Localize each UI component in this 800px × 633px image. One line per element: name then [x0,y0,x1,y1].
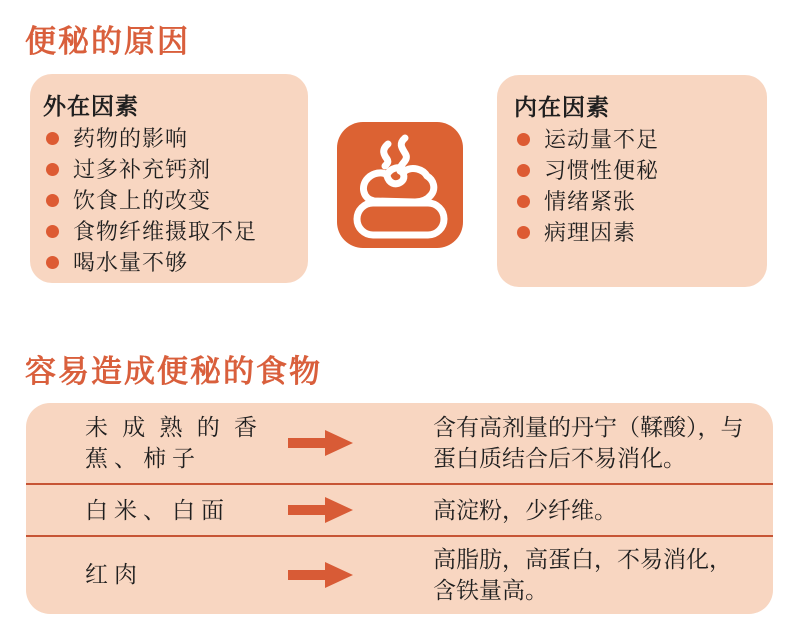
foods-section-title: 容易造成便秘的食物 [25,354,322,389]
bullet-dot-icon [46,132,59,145]
internal-factors-heading: 内在因素 [514,94,610,120]
external-factors-list [43,123,298,278]
internal-factors-panel [497,75,767,287]
poop-icon [337,122,463,248]
food-name: 白米、白面 [85,496,230,523]
list-item [43,216,298,247]
factor-label: 药物的影响 [73,126,189,151]
food-effect: 含有高剂量的丹宁（鞣酸），与蛋白质结合后不易消化。 [433,414,744,471]
arrow-right-icon [288,562,353,588]
causes-section-title: 便秘的原因 [25,24,190,59]
foods-table [26,403,773,614]
table-row [26,537,773,612]
list-item [514,155,757,186]
factor-label: 习惯性便秘 [544,158,660,183]
factor-label: 运动量不足 [544,127,660,152]
bullet-dot-icon [517,226,530,239]
external-factors-heading: 外在因素 [43,93,139,119]
food-name: 未成熟的香蕉、柿子 [85,414,263,471]
factor-label: 过多补充钙剂 [73,157,212,182]
food-effect: 高脂肪，高蛋白，不易消化，含铁量高。 [433,545,732,603]
list-item [43,185,298,216]
table-row [26,485,773,537]
bullet-dot-icon [517,133,530,146]
bullet-dot-icon [517,164,530,177]
arrow-right-icon [288,430,353,456]
list-item [43,123,298,154]
bullet-dot-icon [46,163,59,176]
list-item [514,186,757,217]
list-item [514,124,757,155]
list-item [43,247,298,278]
internal-factors-list [514,124,757,248]
bullet-dot-icon [46,225,59,238]
factor-label: 病理因素 [544,220,637,245]
bullet-dot-icon [46,194,59,207]
factor-label: 喝水量不够 [73,250,189,275]
arrow-right-icon [288,497,353,523]
factor-label: 食物纤维摄取不足 [73,219,258,244]
table-row [26,403,773,485]
list-item [514,217,757,248]
bullet-dot-icon [46,256,59,269]
list-item [43,154,298,185]
bullet-dot-icon [517,195,530,208]
factor-label: 饮食上的改变 [73,188,212,213]
food-name: 红肉 [85,561,143,587]
external-factors-panel [30,74,308,283]
factor-label: 情绪紧张 [544,189,637,214]
food-effect: 高淀粉，少纤维。 [433,496,617,523]
